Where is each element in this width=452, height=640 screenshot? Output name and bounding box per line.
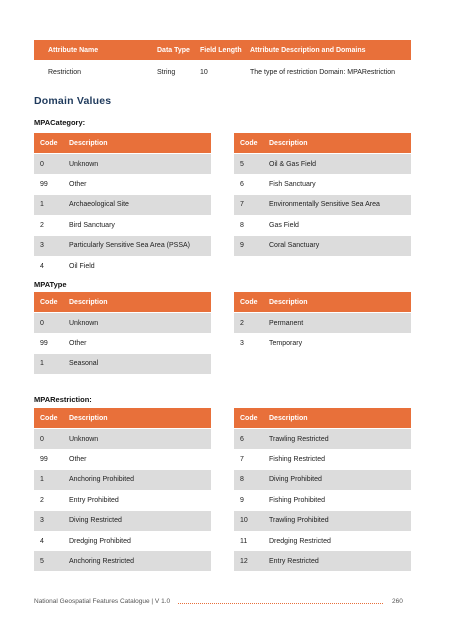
table-row [34,256,211,276]
description-header: Description [69,414,108,422]
description-cell: Diving Prohibited [269,476,322,484]
description-cell: Environmentally Sensitive Sea Area [269,201,380,209]
page-number: 260 [392,598,403,605]
table-row [234,333,411,353]
code-cell: 2 [40,496,44,504]
table-row [34,313,211,333]
code-header: Code [40,414,58,422]
header-field-length: Field Length [200,46,242,54]
code-cell: 3 [40,242,44,250]
mpa_category-right-table-header [234,133,411,153]
description-cell: Dredging Restricted [269,537,331,545]
table-row [34,511,211,531]
code-header: Code [240,414,258,422]
description-cell: Coral Sanctuary [269,242,320,250]
table-row [34,470,211,490]
table-row [234,511,411,531]
description-cell: Gas Field [269,221,299,229]
table-row [34,154,211,174]
description-header: Description [269,298,308,306]
description-header: Description [69,298,108,306]
header-attribute-description: Attribute Description and Domains [250,46,366,54]
description-cell: Entry Restricted [269,557,319,565]
code-cell: 4 [40,262,44,270]
code-cell: 3 [40,517,44,525]
table-row [34,490,211,510]
description-cell: Unknown [69,160,99,168]
description-cell: Permanent [269,319,304,327]
code-cell: 12 [240,557,248,565]
table-row [234,154,411,174]
table-row [234,313,411,333]
code-cell: 9 [240,242,244,250]
table-row [34,174,211,194]
mpa_type-left-table-header [34,292,211,312]
table-row [234,531,411,551]
code-cell: 4 [40,537,44,545]
description-cell: Trawling Restricted [269,435,329,443]
description-cell: Oil Field [69,262,95,270]
code-cell: 2 [240,319,244,327]
code-header: Code [40,298,58,306]
table-row [34,333,211,353]
description-cell: Temporary [269,339,303,347]
table-row [34,354,211,374]
code-cell: 1 [40,476,44,484]
code-cell: 2 [40,221,44,229]
table-row [34,429,211,449]
table-row [234,174,411,194]
code-cell: 6 [240,180,244,188]
table-row [234,470,411,490]
code-cell: 3 [240,339,244,347]
description-cell: Other [69,455,87,463]
footer-text: National Geospatial Features Catalogue | V 1.0 [34,598,171,605]
code-cell: 8 [240,221,244,229]
mpa_restriction-left-table-header [34,408,211,428]
mpa_type-right-table-header [234,292,411,312]
code-header: Code [40,139,58,147]
table-row [234,195,411,215]
table-row [234,236,411,256]
data-type-cell: String [157,68,176,76]
code-cell: 0 [40,319,44,327]
description-cell: Other [69,339,87,347]
field-length-cell: 10 [200,68,208,76]
header-attribute-name: Attribute Name [48,46,99,54]
description-cell: Anchoring Restricted [69,557,134,565]
table-row [34,215,211,235]
code-cell: 10 [240,517,248,525]
code-header: Code [240,139,258,147]
description-header: Description [269,414,308,422]
description-cell: Seasonal [69,360,99,368]
description-cell: Archaeological Site [69,201,129,209]
code-cell: 5 [240,160,244,168]
code-cell: 11 [240,537,248,545]
description-cell: Other [69,180,87,188]
mpa_category-left-table-header [34,133,211,153]
table-row [234,490,411,510]
code-cell: 9 [240,496,244,504]
description-header: Description [269,139,308,147]
code-cell: 7 [240,455,244,463]
attribute-name-cell: Restriction [48,68,82,76]
description-header: Description [69,139,108,147]
description-cell: Anchoring Prohibited [69,476,134,484]
table-row [234,429,411,449]
code-cell: 99 [40,455,48,463]
code-cell: 1 [40,201,44,209]
description-cell: Particularly Sensitive Sea Area (PSSA) [69,242,190,250]
domain-values-title: Domain Values [34,95,112,107]
description-cell: Dredging Prohibited [69,537,131,545]
description-cell: Trawling Prohibited [269,517,329,525]
attribute-table-header [34,40,411,60]
attribute-table-row [34,62,411,82]
mpa_restriction-right-table-header [234,408,411,428]
footer-dotted-leader [178,602,383,604]
description-cell: Fishing Prohibited [269,496,326,504]
description-cell: Oil & Gas Field [269,160,317,168]
table-row [234,551,411,571]
code-cell: 99 [40,339,48,347]
code-cell: 99 [40,180,48,188]
table-row [34,195,211,215]
code-cell: 7 [240,201,244,209]
table-row [34,551,211,571]
code-cell: 0 [40,435,44,443]
table-row [34,531,211,551]
table-row [34,449,211,469]
description-cell: Entry Prohibited [69,496,119,504]
code-cell: 1 [40,360,44,368]
description-cell: Unknown [69,319,99,327]
mpa-category-label: MPACategory: [34,118,86,127]
code-cell: 5 [40,557,44,565]
description-cell: Diving Restricted [69,517,122,525]
mpa-type-label: MPAType [34,280,67,289]
description-cell: Bird Sanctuary [69,221,115,229]
table-row [234,449,411,469]
header-data-type: Data Type [157,46,190,54]
attribute-description-cell: The type of restriction Domain: MPARestriction [250,68,395,76]
code-cell: 0 [40,160,44,168]
mpa-restriction-label: MPARestriction: [34,395,92,404]
description-cell: Fish Sanctuary [269,180,316,188]
code-header: Code [240,298,258,306]
code-cell: 8 [240,476,244,484]
table-row [234,215,411,235]
code-cell: 6 [240,435,244,443]
description-cell: Unknown [69,435,99,443]
description-cell: Fishing Restricted [269,455,326,463]
table-row [34,236,211,256]
